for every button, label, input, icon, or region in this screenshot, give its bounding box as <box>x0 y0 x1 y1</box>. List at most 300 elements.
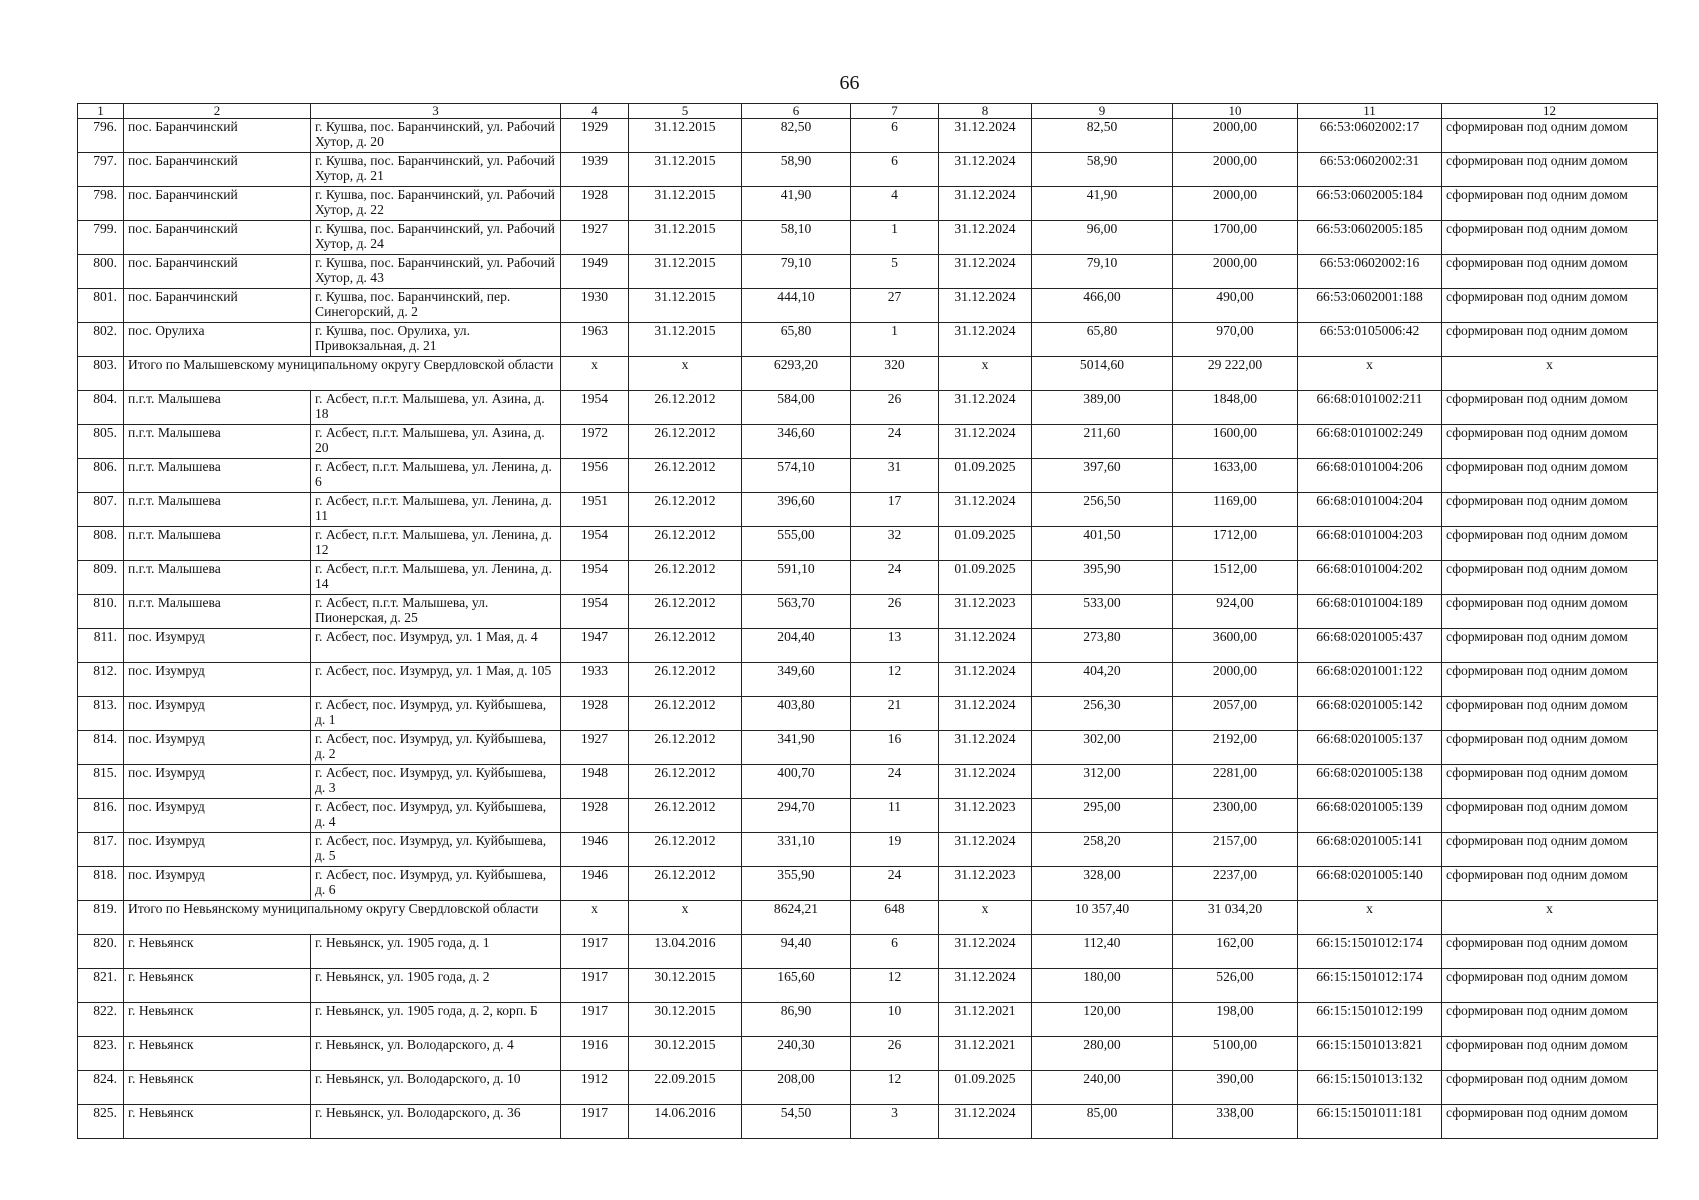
table-row <box>78 255 1658 289</box>
cell-c7: 6 <box>851 153 939 187</box>
cell-c3: г. Асбест, пос. Изумруд, ул. Куйбышева, д. 5 <box>311 833 561 867</box>
cell-c6: 349,60 <box>742 663 851 697</box>
cell-c9: 112,40 <box>1032 935 1173 969</box>
cell-c2: г. Невьянск <box>124 969 311 1003</box>
cell-c8: 31.12.2024 <box>939 629 1032 663</box>
cell-c1: 804. <box>78 391 124 425</box>
cell-c7: 1 <box>851 221 939 255</box>
cell-c6: 555,00 <box>742 527 851 561</box>
cell-c9: 58,90 <box>1032 153 1173 187</box>
cell-c11: 66:68:0201005:437 <box>1298 629 1442 663</box>
column-header: 10 <box>1173 104 1298 119</box>
cell-c2: г. Невьянск <box>124 1003 311 1037</box>
cell-c4: 1916 <box>561 1037 629 1071</box>
cell-c10: 162,00 <box>1173 935 1298 969</box>
cell-c12: сформирован под одним домом <box>1442 935 1658 969</box>
cell-c7: 31 <box>851 459 939 493</box>
cell-c9: 10 357,40 <box>1032 901 1173 935</box>
cell-c4: 1917 <box>561 1003 629 1037</box>
cell-c11: 66:15:1501012:174 <box>1298 935 1442 969</box>
cell-c7: 19 <box>851 833 939 867</box>
cell-c6: 82,50 <box>742 119 851 153</box>
cell-c5: 14.06.2016 <box>629 1105 742 1139</box>
cell-c12: сформирован под одним домом <box>1442 1003 1658 1037</box>
cell-c4: 1933 <box>561 663 629 697</box>
cell-c2: пос. Изумруд <box>124 731 311 765</box>
cell-c10: 490,00 <box>1173 289 1298 323</box>
cell-c8: 01.09.2025 <box>939 1071 1032 1105</box>
cell-c8: x <box>939 357 1032 391</box>
cell-c6: 204,40 <box>742 629 851 663</box>
cell-c2: пос. Баранчинский <box>124 187 311 221</box>
table-row <box>78 697 1658 731</box>
table-row <box>78 221 1658 255</box>
cell-c8: 01.09.2025 <box>939 561 1032 595</box>
cell-c6: 294,70 <box>742 799 851 833</box>
cell-c12: сформирован под одним домом <box>1442 255 1658 289</box>
table-row <box>78 1071 1658 1105</box>
cell-c7: 32 <box>851 527 939 561</box>
cell-c4: x <box>561 901 629 935</box>
cell-c2: пос. Баранчинский <box>124 221 311 255</box>
cell-c8: 31.12.2024 <box>939 969 1032 1003</box>
cell-c10: 2057,00 <box>1173 697 1298 731</box>
cell-c5: 26.12.2012 <box>629 629 742 663</box>
cell-c10: 338,00 <box>1173 1105 1298 1139</box>
cell-c7: 6 <box>851 935 939 969</box>
cell-c4: 1954 <box>561 391 629 425</box>
cell-c11: 66:68:0101002:249 <box>1298 425 1442 459</box>
cell-c1: 818. <box>78 867 124 901</box>
cell-c11: 66:15:1501012:199 <box>1298 1003 1442 1037</box>
cell-c1: 805. <box>78 425 124 459</box>
cell-c4: 1928 <box>561 799 629 833</box>
cell-c6: 346,60 <box>742 425 851 459</box>
cell-c1: 806. <box>78 459 124 493</box>
cell-c12: сформирован под одним домом <box>1442 1071 1658 1105</box>
cell-c11: 66:53:0602005:184 <box>1298 187 1442 221</box>
cell-c12: сформирован под одним домом <box>1442 731 1658 765</box>
cell-c11: 66:53:0602002:17 <box>1298 119 1442 153</box>
cell-c4: 1927 <box>561 731 629 765</box>
cell-c1: 799. <box>78 221 124 255</box>
cell-c7: 12 <box>851 663 939 697</box>
column-header: 9 <box>1032 104 1173 119</box>
cell-c5: 26.12.2012 <box>629 765 742 799</box>
cell-c12: сформирован под одним домом <box>1442 969 1658 1003</box>
cell-c2: пос. Орулиха <box>124 323 311 357</box>
cell-c9: 240,00 <box>1032 1071 1173 1105</box>
cell-c1: 811. <box>78 629 124 663</box>
table-row <box>78 1105 1658 1139</box>
cell-c10: 390,00 <box>1173 1071 1298 1105</box>
cell-c4: 1972 <box>561 425 629 459</box>
cell-c10: 2192,00 <box>1173 731 1298 765</box>
cell-c11: 66:15:1501011:181 <box>1298 1105 1442 1139</box>
cell-c10: 1712,00 <box>1173 527 1298 561</box>
cell-c2: г. Невьянск <box>124 1105 311 1139</box>
cell-c7: 320 <box>851 357 939 391</box>
cell-c2: пос. Изумруд <box>124 765 311 799</box>
column-header: 5 <box>629 104 742 119</box>
cell-c7: 24 <box>851 867 939 901</box>
cell-c7: 24 <box>851 561 939 595</box>
cell-c6: 574,10 <box>742 459 851 493</box>
cell-c9: 328,00 <box>1032 867 1173 901</box>
cell-c1: 817. <box>78 833 124 867</box>
cell-c7: 26 <box>851 1037 939 1071</box>
cell-c12: сформирован под одним домом <box>1442 391 1658 425</box>
cell-c12: x <box>1442 357 1658 391</box>
cell-c4: 1946 <box>561 833 629 867</box>
cell-c6: 355,90 <box>742 867 851 901</box>
cell-c8: 01.09.2025 <box>939 527 1032 561</box>
cell-c5: 31.12.2015 <box>629 119 742 153</box>
cell-c10: 2300,00 <box>1173 799 1298 833</box>
cell-c1: 815. <box>78 765 124 799</box>
cell-c5: 26.12.2012 <box>629 595 742 629</box>
total-row <box>78 357 1658 391</box>
cell-c6: 400,70 <box>742 765 851 799</box>
cell-c2: п.г.т. Малышева <box>124 561 311 595</box>
cell-c8: 31.12.2023 <box>939 867 1032 901</box>
cell-c12: сформирован под одним домом <box>1442 799 1658 833</box>
cell-c1: 812. <box>78 663 124 697</box>
cell-c2: п.г.т. Малышева <box>124 459 311 493</box>
cell-c9: 404,20 <box>1032 663 1173 697</box>
cell-c7: 17 <box>851 493 939 527</box>
cell-c4: 1929 <box>561 119 629 153</box>
cell-c3: г. Асбест, пос. Изумруд, ул. Куйбышева, д. 3 <box>311 765 561 799</box>
cell-c3: г. Кушва, пос. Баранчинский, ул. Рабочий Хутор, д. 24 <box>311 221 561 255</box>
cell-c9: 256,30 <box>1032 697 1173 731</box>
cell-c8: 01.09.2025 <box>939 459 1032 493</box>
cell-c2: п.г.т. Малышева <box>124 425 311 459</box>
cell-c12: x <box>1442 901 1658 935</box>
cell-c2: п.г.т. Малышева <box>124 493 311 527</box>
cell-c1: 825. <box>78 1105 124 1139</box>
cell-c9: 120,00 <box>1032 1003 1173 1037</box>
table-row <box>78 765 1658 799</box>
cell-c11: x <box>1298 357 1442 391</box>
cell-c9: 79,10 <box>1032 255 1173 289</box>
cell-c8: 31.12.2024 <box>939 221 1032 255</box>
cell-c3: г. Асбест, пос. Изумруд, ул. Куйбышева, д. 4 <box>311 799 561 833</box>
cell-c11: 66:15:1501013:132 <box>1298 1071 1442 1105</box>
table-row <box>78 493 1658 527</box>
table-row <box>78 969 1658 1003</box>
cell-c5: 26.12.2012 <box>629 663 742 697</box>
column-header: 4 <box>561 104 629 119</box>
cell-c12: сформирован под одним домом <box>1442 119 1658 153</box>
cell-c3: г. Асбест, п.г.т. Малышева, ул. Ленина, д. 14 <box>311 561 561 595</box>
cell-c5: 31.12.2015 <box>629 323 742 357</box>
cell-c8: 31.12.2024 <box>939 765 1032 799</box>
cell-c6: 6293,20 <box>742 357 851 391</box>
column-header: 6 <box>742 104 851 119</box>
cell-c8: 31.12.2024 <box>939 187 1032 221</box>
cell-c8: 31.12.2024 <box>939 833 1032 867</box>
cell-c1: 800. <box>78 255 124 289</box>
cell-c3: г. Асбест, п.г.т. Малышева, ул. Ленина, д. 6 <box>311 459 561 493</box>
cell-c10: 2000,00 <box>1173 119 1298 153</box>
column-header: 12 <box>1442 104 1658 119</box>
cell-c10: 2281,00 <box>1173 765 1298 799</box>
cell-c6: 396,60 <box>742 493 851 527</box>
cell-c4: 1954 <box>561 595 629 629</box>
cell-c12: сформирован под одним домом <box>1442 833 1658 867</box>
cell-c10: 2157,00 <box>1173 833 1298 867</box>
cell-c4: 1917 <box>561 969 629 1003</box>
cell-c6: 584,00 <box>742 391 851 425</box>
cell-c5: 31.12.2015 <box>629 153 742 187</box>
cell-c7: 4 <box>851 187 939 221</box>
cell-c9: 295,00 <box>1032 799 1173 833</box>
cell-c7: 24 <box>851 765 939 799</box>
cell-c10: 1169,00 <box>1173 493 1298 527</box>
table-row <box>78 833 1658 867</box>
cell-c3: г. Асбест, п.г.т. Малышева, ул. Пионерская, д. 25 <box>311 595 561 629</box>
cell-c4: 1927 <box>561 221 629 255</box>
cell-c2: пос. Баранчинский <box>124 119 311 153</box>
cell-c4: 1947 <box>561 629 629 663</box>
cell-c3: г. Асбест, пос. Изумруд, ул. Куйбышева, д. 6 <box>311 867 561 901</box>
cell-c3: г. Кушва, пос. Баранчинский, пер. Синегорский, д. 2 <box>311 289 561 323</box>
column-header: 8 <box>939 104 1032 119</box>
cell-c5: 22.09.2015 <box>629 1071 742 1105</box>
table-row <box>78 323 1658 357</box>
cell-c9: 389,00 <box>1032 391 1173 425</box>
cell-c12: сформирован под одним домом <box>1442 459 1658 493</box>
cell-c9: 65,80 <box>1032 323 1173 357</box>
cell-c3: г. Кушва, пос. Орулиха, ул. Привокзальная, д. 21 <box>311 323 561 357</box>
cell-c4: 1956 <box>561 459 629 493</box>
cell-c10: 1633,00 <box>1173 459 1298 493</box>
cell-c11: 66:68:0101004:204 <box>1298 493 1442 527</box>
cell-c5: 31.12.2015 <box>629 187 742 221</box>
cell-c8: 31.12.2024 <box>939 697 1032 731</box>
cell-c12: сформирован под одним домом <box>1442 153 1658 187</box>
table-row <box>78 153 1658 187</box>
table-row <box>78 119 1658 153</box>
cell-c1: 798. <box>78 187 124 221</box>
cell-c5: 26.12.2012 <box>629 867 742 901</box>
table-row <box>78 187 1658 221</box>
cell-c8: x <box>939 901 1032 935</box>
cell-c12: сформирован под одним домом <box>1442 187 1658 221</box>
cell-c8: 31.12.2023 <box>939 799 1032 833</box>
table-row <box>78 663 1658 697</box>
cell-c7: 21 <box>851 697 939 731</box>
cell-c10: 2237,00 <box>1173 867 1298 901</box>
cell-c3: г. Невьянск, ул. 1905 года, д. 1 <box>311 935 561 969</box>
cell-c11: 66:53:0602002:31 <box>1298 153 1442 187</box>
cell-c8: 31.12.2024 <box>939 119 1032 153</box>
cell-c9: 401,50 <box>1032 527 1173 561</box>
cell-c5: 26.12.2012 <box>629 561 742 595</box>
cell-c11: 66:68:0201005:137 <box>1298 731 1442 765</box>
cell-c4: 1928 <box>561 187 629 221</box>
cell-c3: г. Невьянск, ул. Володарского, д. 36 <box>311 1105 561 1139</box>
cell-c10: 2000,00 <box>1173 153 1298 187</box>
cell-c10: 1700,00 <box>1173 221 1298 255</box>
cell-c2: Итого по Невьянскому муниципальному округу Свердловской области <box>124 901 561 935</box>
table-row <box>78 867 1658 901</box>
cell-c3: г. Асбест, п.г.т. Малышева, ул. Ленина, д. 12 <box>311 527 561 561</box>
cell-c1: 802. <box>78 323 124 357</box>
cell-c6: 591,10 <box>742 561 851 595</box>
cell-c4: 1912 <box>561 1071 629 1105</box>
cell-c7: 1 <box>851 323 939 357</box>
cell-c6: 65,80 <box>742 323 851 357</box>
cell-c3: г. Кушва, пос. Баранчинский, ул. Рабочий Хутор, д. 43 <box>311 255 561 289</box>
cell-c10: 526,00 <box>1173 969 1298 1003</box>
cell-c1: 820. <box>78 935 124 969</box>
cell-c3: г. Асбест, п.г.т. Малышева, ул. Ленина, д. 11 <box>311 493 561 527</box>
cell-c9: 5014,60 <box>1032 357 1173 391</box>
housing-registry-table <box>77 103 1658 1139</box>
cell-c6: 94,40 <box>742 935 851 969</box>
cell-c10: 198,00 <box>1173 1003 1298 1037</box>
table-row <box>78 731 1658 765</box>
cell-c9: 85,00 <box>1032 1105 1173 1139</box>
cell-c8: 31.12.2024 <box>939 663 1032 697</box>
cell-c1: 824. <box>78 1071 124 1105</box>
cell-c5: 26.12.2012 <box>629 799 742 833</box>
cell-c8: 31.12.2024 <box>939 731 1032 765</box>
table-row <box>78 425 1658 459</box>
cell-c5: 31.12.2015 <box>629 221 742 255</box>
cell-c1: 801. <box>78 289 124 323</box>
cell-c3: г. Кушва, пос. Баранчинский, ул. Рабочий Хутор, д. 22 <box>311 187 561 221</box>
cell-c1: 796. <box>78 119 124 153</box>
cell-c8: 31.12.2024 <box>939 1105 1032 1139</box>
cell-c11: 66:53:0105006:42 <box>1298 323 1442 357</box>
cell-c5: 26.12.2012 <box>629 697 742 731</box>
column-header-row <box>78 104 1658 119</box>
cell-c3: г. Асбест, пос. Изумруд, ул. 1 Мая, д. 105 <box>311 663 561 697</box>
cell-c10: 3600,00 <box>1173 629 1298 663</box>
cell-c6: 86,90 <box>742 1003 851 1037</box>
cell-c7: 6 <box>851 119 939 153</box>
cell-c8: 31.12.2021 <box>939 1003 1032 1037</box>
cell-c5: 30.12.2015 <box>629 1003 742 1037</box>
cell-c4: 1939 <box>561 153 629 187</box>
cell-c6: 58,90 <box>742 153 851 187</box>
total-row <box>78 901 1658 935</box>
cell-c9: 533,00 <box>1032 595 1173 629</box>
cell-c12: сформирован под одним домом <box>1442 527 1658 561</box>
cell-c11: 66:53:0602002:16 <box>1298 255 1442 289</box>
cell-c10: 970,00 <box>1173 323 1298 357</box>
cell-c8: 31.12.2024 <box>939 391 1032 425</box>
cell-c10: 1512,00 <box>1173 561 1298 595</box>
cell-c4: x <box>561 357 629 391</box>
table-row <box>78 561 1658 595</box>
cell-c4: 1930 <box>561 289 629 323</box>
cell-c10: 1600,00 <box>1173 425 1298 459</box>
cell-c5: x <box>629 901 742 935</box>
table-row <box>78 935 1658 969</box>
cell-c11: 66:15:1501012:174 <box>1298 969 1442 1003</box>
cell-c5: 26.12.2012 <box>629 493 742 527</box>
table-row <box>78 595 1658 629</box>
cell-c1: 808. <box>78 527 124 561</box>
cell-c10: 29 222,00 <box>1173 357 1298 391</box>
cell-c8: 31.12.2024 <box>939 153 1032 187</box>
cell-c2: пос. Изумруд <box>124 833 311 867</box>
cell-c4: 1928 <box>561 697 629 731</box>
cell-c11: 66:68:0201005:139 <box>1298 799 1442 833</box>
cell-c2: пос. Изумруд <box>124 663 311 697</box>
cell-c5: 31.12.2015 <box>629 289 742 323</box>
table-row <box>78 459 1658 493</box>
cell-c5: 26.12.2012 <box>629 833 742 867</box>
cell-c7: 648 <box>851 901 939 935</box>
cell-c4: 1917 <box>561 935 629 969</box>
cell-c12: сформирован под одним домом <box>1442 425 1658 459</box>
cell-c9: 466,00 <box>1032 289 1173 323</box>
cell-c7: 13 <box>851 629 939 663</box>
cell-c4: 1963 <box>561 323 629 357</box>
cell-c9: 211,60 <box>1032 425 1173 459</box>
cell-c1: 823. <box>78 1037 124 1071</box>
cell-c3: г. Невьянск, ул. 1905 года, д. 2 <box>311 969 561 1003</box>
cell-c9: 256,50 <box>1032 493 1173 527</box>
cell-c9: 82,50 <box>1032 119 1173 153</box>
cell-c5: 30.12.2015 <box>629 969 742 1003</box>
cell-c1: 807. <box>78 493 124 527</box>
cell-c8: 31.12.2021 <box>939 1037 1032 1071</box>
cell-c11: 66:68:0101004:206 <box>1298 459 1442 493</box>
cell-c12: сформирован под одним домом <box>1442 765 1658 799</box>
table-row <box>78 629 1658 663</box>
cell-c2: г. Невьянск <box>124 935 311 969</box>
cell-c8: 31.12.2024 <box>939 935 1032 969</box>
column-header: 3 <box>311 104 561 119</box>
cell-c7: 3 <box>851 1105 939 1139</box>
cell-c1: 816. <box>78 799 124 833</box>
cell-c7: 12 <box>851 1071 939 1105</box>
cell-c6: 79,10 <box>742 255 851 289</box>
table-row <box>78 527 1658 561</box>
cell-c2: пос. Изумруд <box>124 867 311 901</box>
cell-c2: Итого по Малышевскому муниципальному округу Свердловской области <box>124 357 561 391</box>
cell-c3: г. Асбест, п.г.т. Малышева, ул. Азина, д. 18 <box>311 391 561 425</box>
table-row <box>78 799 1658 833</box>
cell-c11: 66:68:0101004:203 <box>1298 527 1442 561</box>
cell-c6: 331,10 <box>742 833 851 867</box>
cell-c10: 2000,00 <box>1173 663 1298 697</box>
cell-c5: 26.12.2012 <box>629 527 742 561</box>
cell-c9: 41,90 <box>1032 187 1173 221</box>
cell-c12: сформирован под одним домом <box>1442 595 1658 629</box>
cell-c5: 30.12.2015 <box>629 1037 742 1071</box>
table-body <box>78 119 1658 1139</box>
column-header: 1 <box>78 104 124 119</box>
cell-c7: 10 <box>851 1003 939 1037</box>
cell-c9: 395,90 <box>1032 561 1173 595</box>
cell-c11: 66:68:0201005:140 <box>1298 867 1442 901</box>
cell-c2: г. Невьянск <box>124 1037 311 1071</box>
table-row <box>78 1037 1658 1071</box>
cell-c7: 12 <box>851 969 939 1003</box>
cell-c6: 444,10 <box>742 289 851 323</box>
cell-c2: пос. Баранчинский <box>124 153 311 187</box>
cell-c4: 1951 <box>561 493 629 527</box>
cell-c3: г. Кушва, пос. Баранчинский, ул. Рабочий Хутор, д. 20 <box>311 119 561 153</box>
cell-c11: 66:53:0602005:185 <box>1298 221 1442 255</box>
